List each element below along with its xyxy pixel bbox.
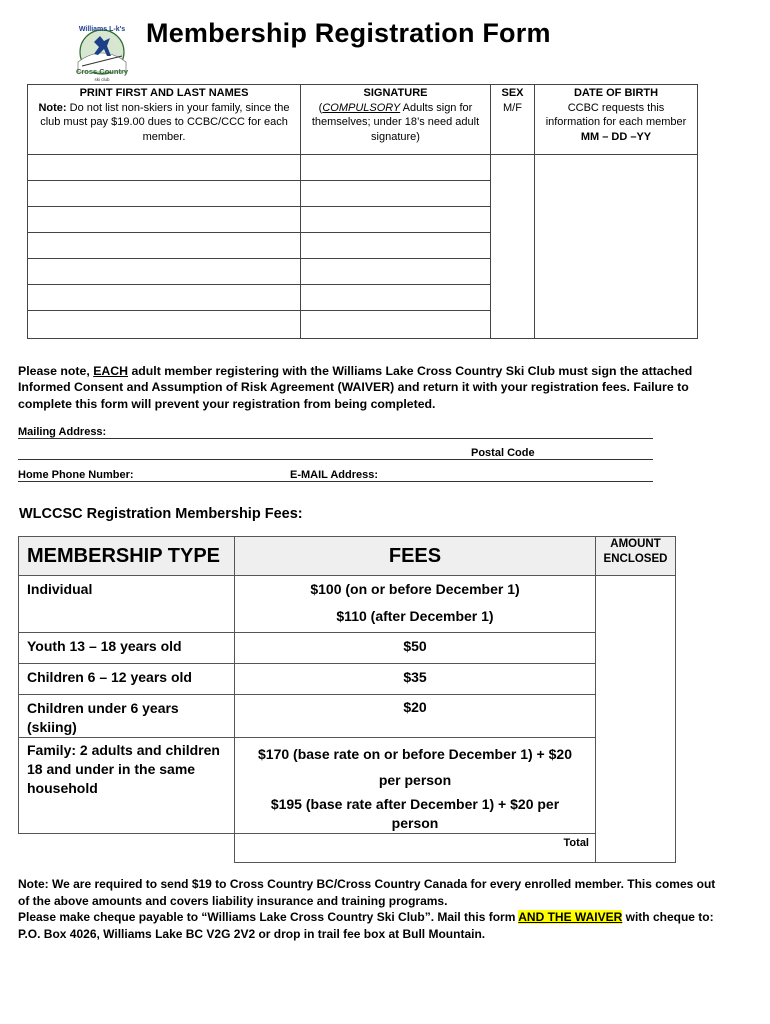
fee-type: Children 6 – 12 years old (19, 664, 235, 695)
member-signature-cell[interactable] (301, 207, 491, 233)
fee-total-row (19, 834, 676, 863)
fee-type: Family: 2 adults and children 18 and under in the same household (19, 738, 235, 834)
bottom-note-line2-after: with cheque to: P.O. Box 4026, Williams Lake BC V2G 2V2 or drop in trail fee box at Bull Mountain. (18, 910, 714, 941)
fee-row-family (19, 738, 676, 834)
fee-type: Children under 6 years (skiing) (19, 695, 235, 738)
signature-column-title: SIGNATURE (363, 87, 428, 99)
member-dob-cell[interactable] (535, 155, 698, 339)
logo-text-bottom: ski club (94, 77, 110, 82)
member-row (28, 155, 698, 181)
bottom-note (18, 876, 718, 942)
fee-row-children (19, 664, 676, 695)
sex-column-header (491, 85, 535, 155)
names-note-label: Note: (38, 101, 67, 114)
fees-header-row (19, 537, 676, 576)
dob-column-sub: CCBC requests this information for each member (545, 101, 687, 128)
names-column-header (28, 85, 301, 155)
member-sex-cell[interactable] (491, 155, 535, 339)
waiver-note (18, 363, 718, 412)
member-name-cell[interactable] (28, 259, 301, 285)
member-name-cell[interactable] (28, 207, 301, 233)
fee-row-individual (19, 576, 676, 633)
total-label: Total (235, 834, 596, 863)
names-note-text: Do not list non-skiers in your family, since the club must pay $19.00 dues to CCBC/CCC for each member. (40, 101, 290, 143)
member-signature-cell[interactable] (301, 311, 491, 339)
logo-text-top: Williams L-k's (78, 26, 126, 33)
names-column-title: PRINT FIRST AND LAST NAMES (79, 87, 249, 99)
fee-amount (235, 738, 596, 834)
club-logo (72, 22, 132, 84)
registration-header-row (28, 85, 698, 155)
bottom-note-line2-before: Please make cheque payable to “Williams Lake Cross Country Ski Club”. Mail this form (18, 910, 519, 924)
fees-header: FEES (235, 537, 596, 576)
fee-type: Individual (19, 576, 235, 633)
fee-amount: $50 (235, 633, 596, 664)
member-name-cell[interactable] (28, 155, 301, 181)
sex-column-title: SEX (501, 87, 524, 99)
fee-row-under6 (19, 695, 676, 738)
waiver-note-before: Please note, (18, 364, 94, 378)
membership-type-header: MEMBERSHIP TYPE (19, 537, 235, 576)
mailing-address-label: Mailing Address: (18, 426, 107, 438)
member-name-cell[interactable] (28, 285, 301, 311)
waiver-note-after: adult member registering with the Williams Lake Cross Country Ski Club must sign the attached Informed Consent and Assumption of Risk Agreement (WAIVER) and return it with your registration fees. Failure to complete this form will prevent your registration from being completed. (18, 364, 693, 411)
member-signature-cell[interactable] (301, 155, 491, 181)
fee-type: Youth 13 – 18 years old (19, 633, 235, 664)
fees-heading: WLCCSC Registration Membership Fees: (19, 506, 303, 522)
fee-amount: $35 (235, 664, 596, 695)
dob-format: MM – DD –YY (580, 130, 652, 143)
home-phone-label: Home Phone Number: (18, 469, 134, 481)
fee-line-2: $110 (after December 1) (336, 608, 494, 624)
compulsory-label: COMPULSORY (322, 101, 401, 114)
member-signature-cell[interactable] (301, 233, 491, 259)
dob-column-title: DATE OF BIRTH (573, 87, 659, 99)
postal-code-label: Postal Code (471, 447, 535, 459)
mailing-address-line-2[interactable] (18, 459, 653, 460)
fees-table (18, 536, 676, 863)
mailing-address-line[interactable] (18, 438, 653, 439)
member-signature-cell[interactable] (301, 285, 491, 311)
logo-text-main: Cross Country (75, 67, 129, 76)
phone-email-line[interactable] (18, 481, 653, 482)
fee-line-1: $100 (on or before December 1) (310, 581, 520, 597)
fee-line-1: $170 (base rate on or before December 1) + $20 per person (258, 746, 572, 788)
fee-amount: $20 (235, 695, 596, 738)
amount-enclosed-cell[interactable] (596, 576, 676, 863)
sex-column-sub: M/F (503, 101, 522, 114)
signature-column-header (301, 85, 491, 155)
waiver-note-each: EACH (93, 364, 129, 378)
member-signature-cell[interactable] (301, 259, 491, 285)
fee-row-youth (19, 633, 676, 664)
member-signature-cell[interactable] (301, 181, 491, 207)
fee-amount (235, 576, 596, 633)
member-name-cell[interactable] (28, 181, 301, 207)
email-label: E-MAIL Address: (290, 469, 379, 481)
amount-enclosed-header: AMOUNT ENCLOSED (596, 537, 676, 576)
bottom-note-line1: Note: We are required to send $19 to Cross Country BC/Cross Country Canada for every enrolled member. This comes out of the above amounts and covers liability insurance and training programs. (18, 877, 716, 908)
member-name-cell[interactable] (28, 311, 301, 339)
registration-table (27, 84, 698, 339)
fee-line-2: $195 (base rate after December 1) + $20 per person (270, 796, 560, 831)
signature-note-text: Adults sign for themselves; under 18’s need adult signature) (311, 101, 480, 143)
member-name-cell[interactable] (28, 233, 301, 259)
page-title: Membership Registration Form (146, 18, 551, 48)
dob-column-header (535, 85, 698, 155)
waiver-highlight: AND THE WAIVER (518, 910, 623, 924)
signature-open-paren: ( (318, 101, 323, 114)
